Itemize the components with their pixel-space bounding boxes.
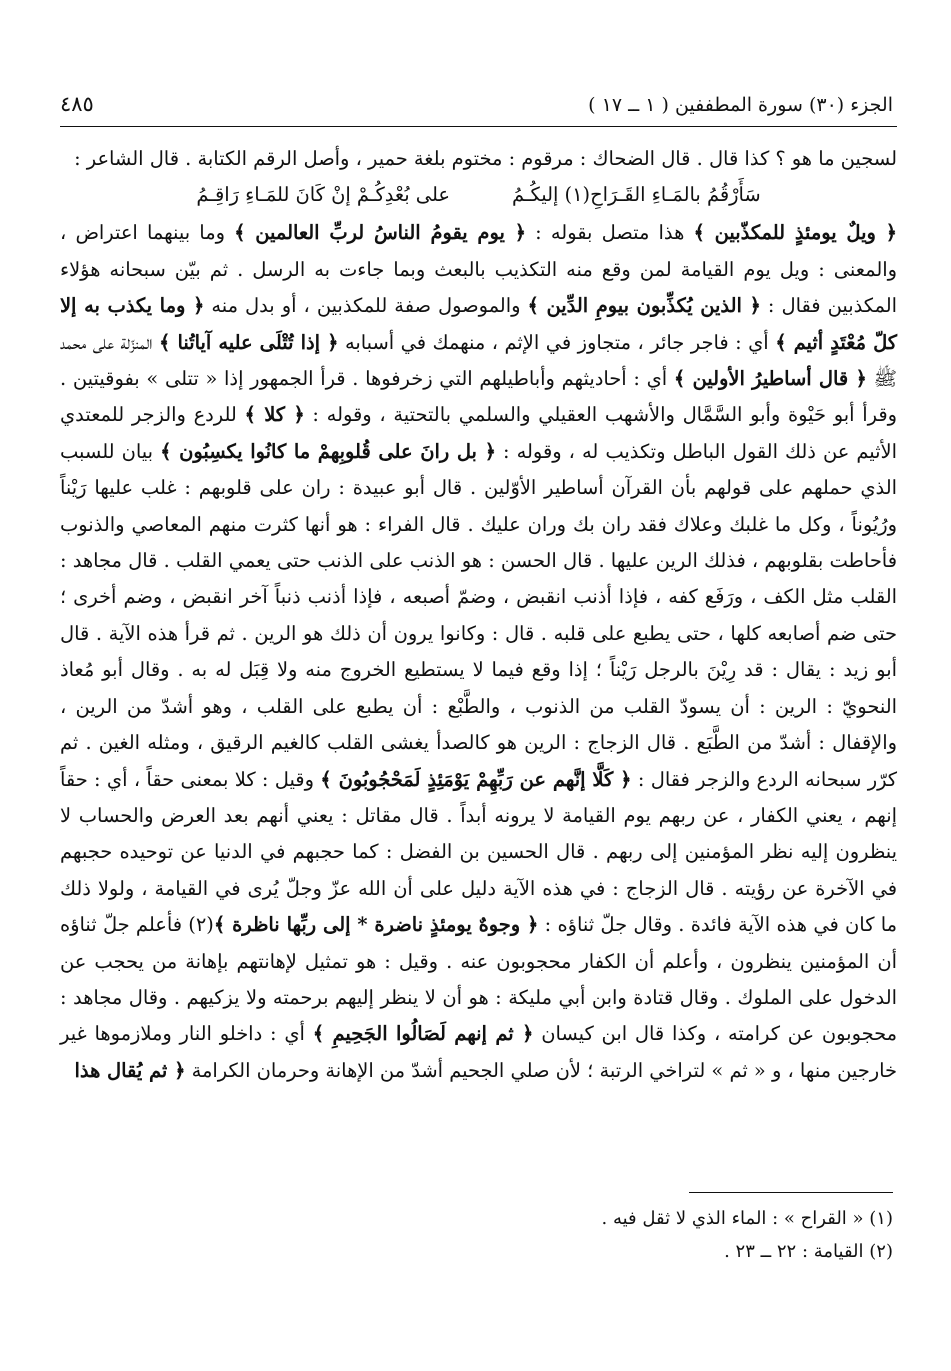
commentary-text: بيان للسبب الذي حملهم على قولهم بأن القرآن أساطير الأوّلين . قال أبو عبيدة : ران على قلوبهم : غلب عليها رَيْناً ورُيُوناً ، وكل ما غلبك وعلاك فقد ران بك وران عليك . قال الفراء : هو أنها كثرت منهم المعاصي والذنوب فأحاطت بقلوبهم ، فذلك الرين عليها . قال الحسن : هو الذنب على الذنب حتى يعمي القلب . قال مجاهد : القلب مثل الكف ، ورَفَع كفه ، فإذا أذنب انقبض ، وضمّ أصبعه ، فإذا أذنب ذنباً آخر انقبض ، وضم أخرى ؛ حتى ضم أصابعه كلها ، حتى يطبع على قلبه . قال : وكانوا يرون أن ذلك هو الرين . ثم قرأ هذه الآية . قال أبو زيد : يقال : قد رِيْنَ بالرجل رَيْناً ؛ إذا وقع فيما لا يستطيع الخروج منه ولا قِبَل له به . وقال أبو مُعاذ النحويّ : الرين : أن يسودّ القلب من الذنوب ، والطَّبْع : أن يطبع على القلب ، وهو أشدّ من الرين ، والإقفال : أشدّ من الطَّبَع . قال الزجاج : الرين هو كالصدأ يغشى القلب كالغيم الرقيق ، ومثله الغين . ثم كرّر سبحانه الردع والزجر فقال :	[60, 439, 898, 791]
quran-quote: ﴿ إذا تُتْلَى عليه آياتُنا ﴾	[159, 330, 339, 354]
commentary-text: والموصول صفة للمكذبين ، أو بدل منه	[204, 294, 528, 318]
quran-quote: ﴿ بل رانَ على قُلوبِهمْ ما كانُوا يكسِبُون ﴾	[160, 439, 496, 463]
intro-paragraph: لسجين ما هو ؟ كذا قال . قال الضحاك : مرقوم : مختوم بلغة حمير ، وأصل الرقم الكتابة . قال الشاعر :	[74, 147, 897, 170]
quran-quote: ﴿ الذين يُكذِّبون بيومِ الدِّين ﴾	[527, 294, 761, 318]
quran-quote: ﴿ يوم يقومُ الناسُ لربِّ العالمين ﴾	[234, 221, 526, 245]
verse-first-hemistich: سَأَرْقُمُ بالمَـاءِ القَـرَاحِ(١) إليكُـمُ	[511, 183, 761, 207]
quran-quote: ﴿ ثم إنهم لَصَالُوا الجَحِيمِ ﴾	[312, 1022, 534, 1046]
quran-quote: ﴿ وجوهٌ يومئذٍ ناضرة * إلى ربِّها ناظرة ﴾	[213, 913, 539, 937]
commentary-text: المنزّلة على محمد ﷺ	[60, 330, 897, 391]
quran-quote: ﴿ ثم يُقال هذا	[74, 1058, 186, 1082]
commentary-text: وما بينهما اعتراض ، والمعنى : ويل يوم القيامة لمن وقع منه التكذيب بالبعث وبما جاءت به الرسل . ثم بيّن سبحانه هؤلاء المكذبين فقال :	[60, 221, 897, 318]
commentary-text: أي : أحاديثهم وأباطيلهم التي زخرفوها . قرأ الجمهور إذا « تتلى » بفوقيتين . وقرأ أبو حَيْوة وأبو السَّمَّال والأشهب العقيلي والسلمي بالتحتية ، وقوله :	[60, 367, 897, 427]
quran-quote: ﴿ وما يكذب به إلا كلّ مُعْتَدٍ أثيم ﴾	[60, 294, 898, 354]
book-page	[60, 88, 897, 1353]
commentary-text: أي : فاجر جائر ، متجاوز في الإثم ، منهمك في أسبابه	[338, 330, 776, 354]
commentary-text: هذا متصل بقوله :	[526, 221, 694, 245]
quran-quote: ﴿ كَلَّا إنَّهم عن رَبِّهِمْ يَوْمَئِذٍ لَمَحْجُوبُونَ ﴾	[320, 767, 632, 791]
commentary-text: للردع والزجر للمعتدي الأثيم عن ذلك القول الباطل وتكذيب له ، وقوله :	[60, 403, 897, 463]
verse-second-hemistich: على بُعْدِكُـمْ إنْ كَانَ للمَـاءِ رَاقِـمُ	[196, 183, 450, 207]
commentary-text: أي : داخلو النار وملازموها غير خارجين منها ، و « ثم » لتراخي الرتبة ؛ لأن صلي الجحيم أشدّ من الإهانة وحرمان الكرامة	[60, 1022, 897, 1082]
quran-quote: ﴿ ويلٌ يومئذٍ للمكذّبين ﴾	[693, 221, 897, 245]
page-header	[60, 88, 897, 127]
tafsir-paragraph	[60, 215, 897, 1089]
footnotes	[602, 1202, 893, 1268]
footnote-1: (١) « القراح » : الماء الذي لا ثقل فيه .	[601, 1208, 893, 1229]
footnote-2: (٢) القيامة : ٢٢ ــ ٢٣ .	[724, 1241, 893, 1262]
footnote-divider	[689, 1192, 893, 1193]
commentary-text: (٢) فأعلم جلّ ثناؤه أن المؤمنين ينظرون ، وأعلم أن الكفار محجوبون عنه . وقيل : هو تمثيل لإهانتهم بإهانة من يحجب عن الدخول على الملوك . وقال قتادة وابن أبي مليكة : هو أن لا ينظر إليهم برحمته ولا يزكيهم . وقال مجاهد : محجوبون عن كرامته ، وكذا قال ابن كيسان	[60, 913, 898, 1046]
quran-quote: ﴿ كلا ﴾	[244, 403, 305, 427]
commentary-text: وقيل : كلا بمعنى حقاً ، أي : حقاً إنهم ، يعني الكفار ، عن ربهم يوم القيامة لا يرونه أبداً . قال مقاتل : يعني أنهم بعد العرض والحساب لا ينظرون إليه نظر المؤمنين إلى ربهم . قال الحسين بن الفضل : كما حجبهم في الدنيا عن توحيده حجبهم في الآخرة عن رؤيته . قال الزجاج : في هذه الآية دليل على أن الله عزّ وجلّ يُرى في القيامة ، ولولا ذلك ما كان في هذه الآية فائدة . وقال جلّ ثناؤه :	[60, 767, 898, 937]
page-number: ٤٨٥	[60, 92, 94, 116]
running-title: الجزء (٣٠) سورة المطففين ( ١ ــ ١٧ )	[588, 94, 893, 116]
quran-quote: ﴿ قال أساطيرُ الأولين ﴾	[673, 367, 867, 391]
main-text	[60, 141, 897, 1089]
poetry-verse	[60, 177, 897, 213]
